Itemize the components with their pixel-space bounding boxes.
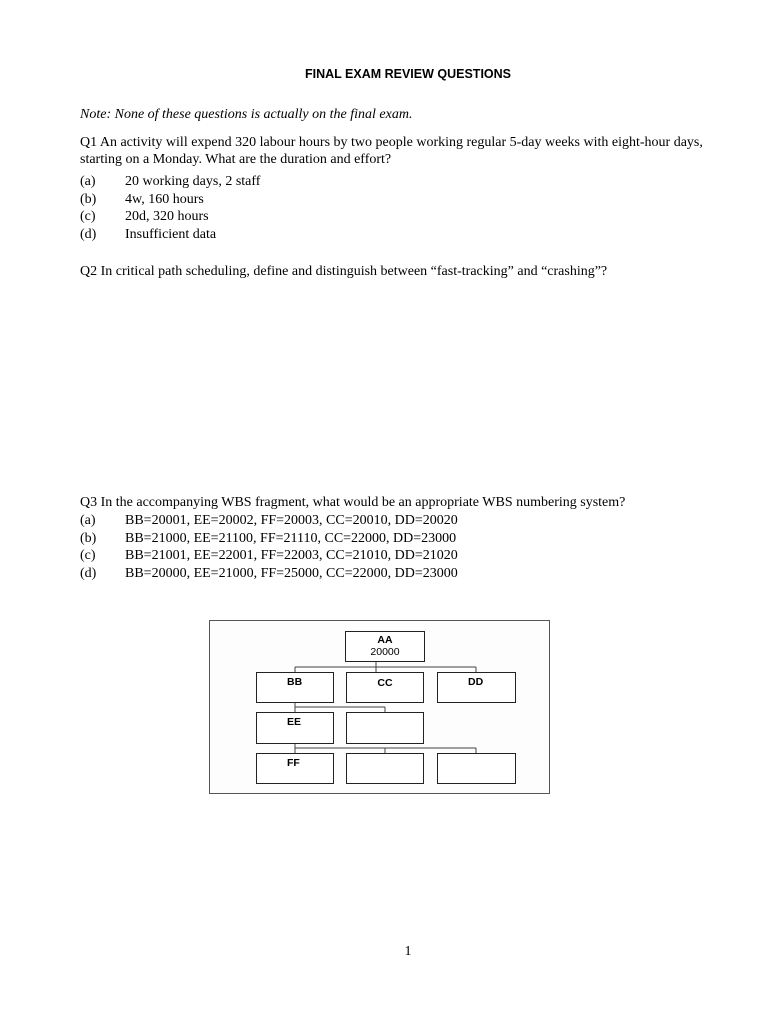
node-label: CC <box>377 677 393 689</box>
option-label: (d) <box>80 226 97 242</box>
node-label: EE <box>287 716 302 728</box>
option-label: (b) <box>80 530 97 546</box>
question-1-text: Q1 An activity will expend 320 labour hours by two people working regular 5-day weeks with eight-hour days, starting on a Monday. What are the duration and effort? <box>80 135 703 167</box>
option-text: BB=20001, EE=20002, FF=20003, CC=20010, DD=20020 <box>125 513 458 528</box>
node-label: DD <box>468 676 484 688</box>
option-label: (c) <box>80 548 96 563</box>
question-3-option-a <box>80 512 458 530</box>
option-text: BB=21001, EE=22001, FF=22003, CC=21010, DD=21020 <box>125 548 458 563</box>
option-text: 20 working days, 2 staff <box>125 174 261 189</box>
node-label: FF <box>287 757 300 769</box>
question-1-option-a <box>80 173 260 191</box>
option-label: (c) <box>80 209 96 224</box>
option-label: (d) <box>80 565 97 581</box>
wbs-node-empty <box>346 712 424 744</box>
question-1-option-b <box>80 191 260 209</box>
option-text: BB=20000, EE=21000, FF=25000, CC=22000, DD=23000 <box>125 565 458 581</box>
question-3-option-b <box>80 530 458 548</box>
exam-note: Note: None of these questions is actually on the final exam. <box>80 107 413 122</box>
node-label: BB <box>287 676 303 688</box>
wbs-diagram <box>209 620 550 794</box>
question-2-text: Q2 In critical path scheduling, define and distinguish between “fast-tracking” and “crashing”? <box>80 264 608 279</box>
question-3-text: Q3 In the accompanying WBS fragment, what would be an appropriate WBS numbering system? <box>80 495 626 510</box>
option-text: 20d, 320 hours <box>125 209 209 224</box>
option-text: Insufficient data <box>125 226 217 242</box>
option-text: BB=21000, EE=21100, FF=21110, CC=22000, DD=23000 <box>125 530 457 546</box>
question-1-option-c <box>80 208 260 226</box>
option-label: (a) <box>80 513 96 528</box>
wbs-node-ff <box>256 753 334 784</box>
wbs-node-bb <box>256 672 334 703</box>
option-text: 4w, 160 hours <box>125 191 204 207</box>
option-label: (a) <box>80 174 96 189</box>
page-number: 1 <box>404 944 412 959</box>
wbs-node-cc <box>346 672 424 703</box>
wbs-node-aa <box>345 631 425 662</box>
wbs-node-empty <box>346 753 424 784</box>
wbs-node-ee <box>256 712 334 744</box>
wbs-node-empty <box>437 753 516 784</box>
question-3-option-d <box>80 565 458 583</box>
question-3-options <box>80 512 458 582</box>
question-3-option-c <box>80 547 458 565</box>
node-number: 20000 <box>370 646 400 658</box>
question-1-option-d <box>80 226 260 244</box>
question-1-options <box>80 173 260 243</box>
option-label: (b) <box>80 191 97 207</box>
page-title: FINAL EXAM REVIEW QUESTIONS <box>304 67 512 81</box>
node-label: AA <box>377 634 393 646</box>
wbs-node-dd <box>437 672 516 703</box>
